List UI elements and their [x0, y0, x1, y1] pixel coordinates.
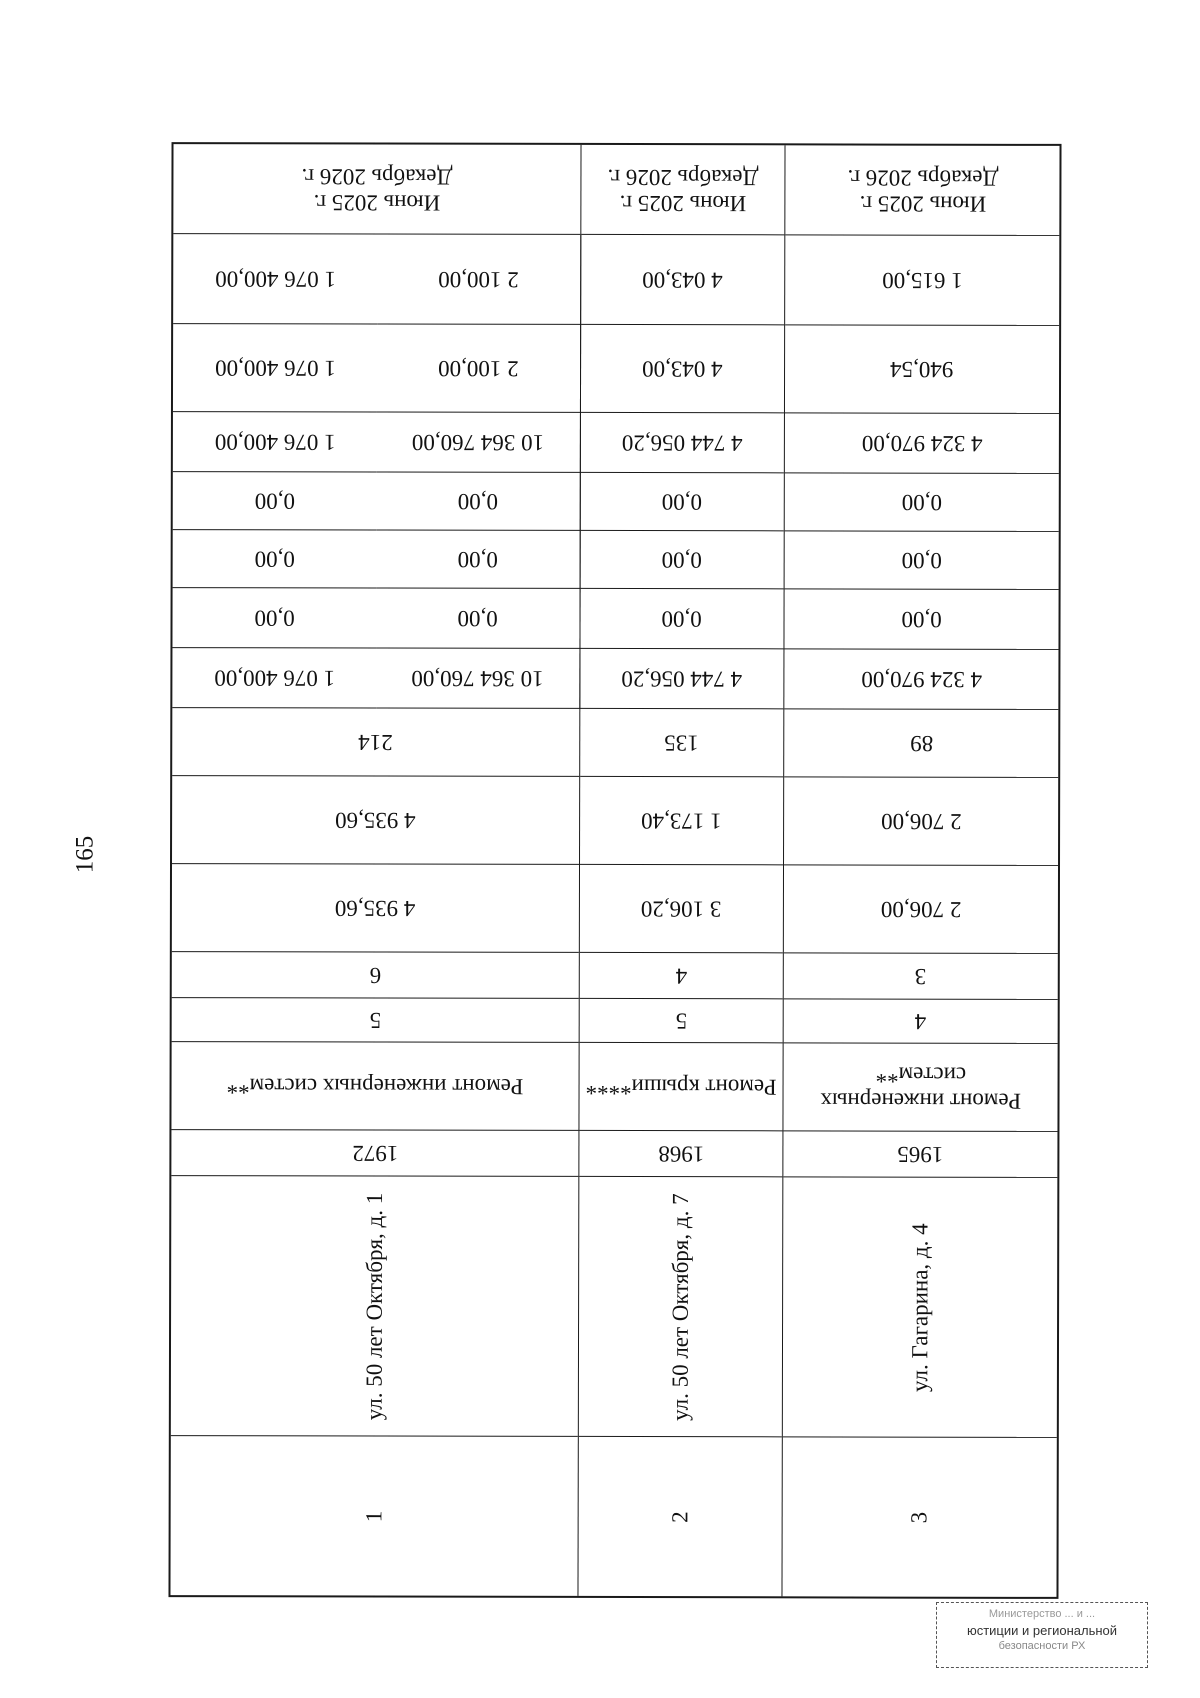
term-end: Декабрь 2026 г.: [301, 163, 453, 190]
term-cell: [785, 145, 1059, 236]
row-number: 2: [667, 1510, 693, 1523]
row-number: 3: [906, 1511, 932, 1523]
address: ул. Гагарина, д. 4: [783, 1177, 1058, 1438]
table-row: Июнь 2025 г. Декабрь 2026 г. 4 043,00 4 043,00 4 744 056,20 0,00 0,00 0,00 4 744 056,20 135 1 173,40 3 106,20 4 5 Ремонт крыши**** 1968 ул. 50 лет Октября, д. 7 2: [578, 145, 785, 1596]
term-start: Июнь 2025 г.: [859, 191, 986, 217]
work-type: Ремонт инженерных систем**: [171, 1042, 578, 1131]
work-type: Ремонт инженерных систем**: [783, 1043, 1057, 1132]
build-year: 1965: [783, 1131, 1057, 1178]
term-end: Декабрь 2026 г.: [607, 164, 759, 190]
registration-stamp: Министерство ... и ... юстиции и региональной безопасности РХ: [936, 1602, 1148, 1668]
term-start: Июнь 2025 г.: [313, 190, 441, 216]
table-row: Июнь 2025 г. Декабрь 2026 г. 2 100,00 1 076 400,00 2 100,00 1 076 400,00 10 364 760,00 1 076 400,00 0,00 0,00 0,00 0,00 0,00 0,00 10 364 760,00 1 076 400,00 214 4 935,60 4 935,60 6 5 Ремонт инженерных систем** 1972 ул. 50 лет Октября, д. 1 1: [170, 144, 581, 1596]
term-end: Декабрь 2026 г.: [846, 164, 998, 191]
term-start: Июнь 2025 г.: [619, 190, 747, 217]
term-cell: [581, 145, 784, 235]
address: ул. 50 лет Октября, д. 7: [579, 1177, 783, 1437]
work-type: Ремонт крыши****: [579, 1043, 782, 1131]
row-number: 1: [361, 1510, 387, 1522]
address: ул. 50 лет Октября, д. 1: [171, 1176, 579, 1437]
build-year: 1968: [579, 1131, 782, 1177]
build-year: 1972: [171, 1130, 578, 1177]
term-cell: [173, 144, 580, 235]
works-table: [168, 142, 1061, 1599]
page-number: 165: [71, 835, 99, 874]
table-row: Июнь 2025 г. Декабрь 2026 г. 1 615,00 940,54 4 324 970,00 0,00 0,00 0,00 4 324 970,00 89 2 706,00 2 706,00 3 4 Ремонт инженерных систем** 1965 ул. Гагарина, д. 4 3: [782, 145, 1059, 1597]
